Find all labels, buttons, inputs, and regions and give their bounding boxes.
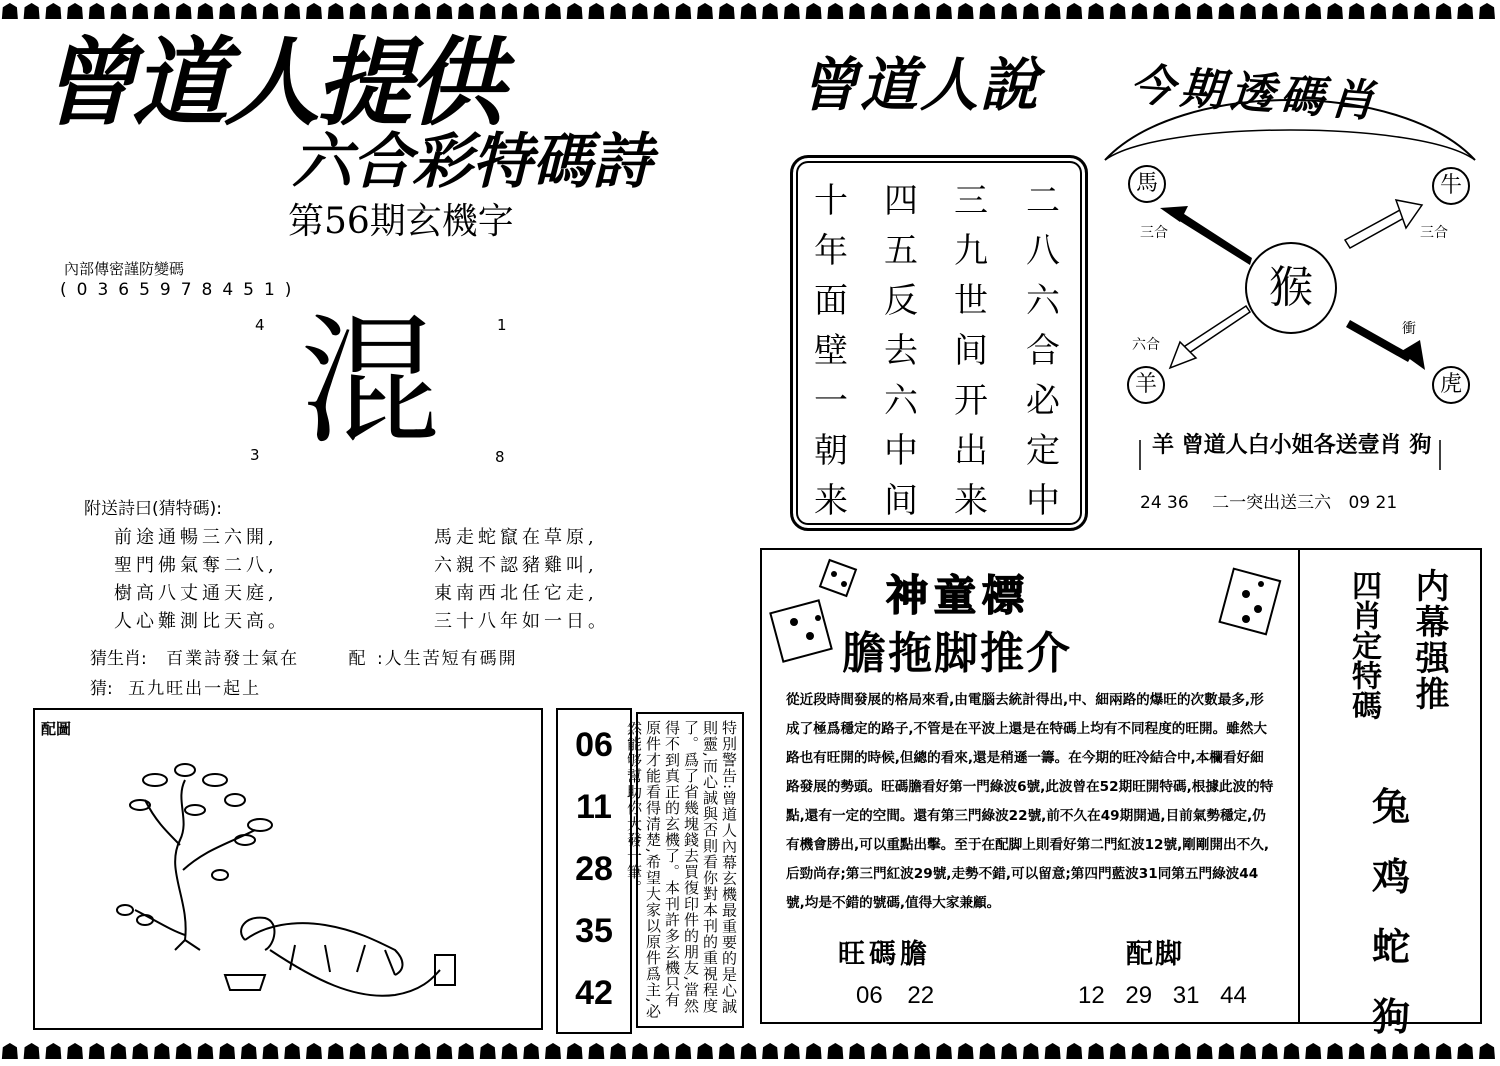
zodiac-horse: 馬 xyxy=(1128,165,1166,203)
says-char: 三 xyxy=(954,181,988,221)
says-char: 四 xyxy=(884,181,918,221)
says-char: 间 xyxy=(884,481,918,521)
says-char: 来 xyxy=(954,481,988,521)
picture-label: 配圖 xyxy=(41,720,72,738)
guess-label: 猜: xyxy=(90,679,113,699)
inside-subtitle: 四肖定特碼 xyxy=(1346,570,1381,720)
guess-zodiac-row xyxy=(90,644,518,669)
recommend-paragraph: 從近段時間發展的格局來看,由電腦去統計得出,中、細兩路的爆旺的次數最多,形成了極爲穩定的路子,不管是在平波上還是在特碼上均有不同程度的旺開。雖然大路也有旺開的時候,但總的看來,還是稍遜一籌。在今期的旺冷結合中,本欄看好細路發展的勢頭。旺碼膽看好第一門綠波6號,此波曾在52期旺開特碼,根據此波的特點,還有一定的空間。還有第三門綠波22號,前不久在49期開過,目前氣勢穩定,仍有機會勝出,可以重點出擊。至于在配脚上則看好第二門紅波12號,剛剛開出不久,后勁尚存;第三門紅波29號,走勢不錯,可以留意;第四門藍波31同第五門綠波44號,均是不錯的號碼,值得大家兼顧。 xyxy=(786,692,1274,911)
corner-number-tr: 1 xyxy=(497,316,507,334)
warning-text: 特別警告:曾道人內幕玄機最重要的是心誠則靈,而心誠與否則看你對本刊的重視程度了。爲了省幾塊錢去買復印件的朋友,當然得不到真正的玄機了。本刊許多玄機只有原件才能看得清楚,希望大家以原件爲主,必然能够幫助你大發一筆。 xyxy=(625,720,738,1020)
guess-zodiac-label: 猜生肖: xyxy=(90,649,147,669)
label-sanhe-left: 三合 xyxy=(1140,225,1168,241)
dice-icon xyxy=(1216,564,1286,644)
says-char: 世 xyxy=(954,281,988,321)
zodiac-title: 今期透碼肖 xyxy=(1128,59,1382,128)
says-char: 中 xyxy=(1026,481,1060,521)
poem-line: 六親不認豬雞叫, xyxy=(434,555,598,576)
zodiac-numbers-left: 24 36 xyxy=(1140,493,1189,513)
says-char: 定 xyxy=(1026,431,1060,471)
zodiac-number-row xyxy=(1140,488,1397,513)
says-char: 面 xyxy=(814,281,848,321)
pair-label: 配 xyxy=(348,649,366,669)
number-item: 06 xyxy=(575,726,613,764)
guess-row xyxy=(90,674,261,699)
zodiac-ox: 牛 xyxy=(1432,167,1470,205)
says-char: 开 xyxy=(954,381,988,421)
says-char: 九 xyxy=(954,231,988,271)
inside-title: 内幕强推 xyxy=(1409,568,1449,712)
says-poem-grid xyxy=(790,155,1088,531)
top-border: ☗☗☗☗☗☗☗☗☗☗☗☗☗☗☗☗☗☗☗☗☗☗☗☗☗☗☗☗☗☗☗☗☗☗☗☗☗☗☗☗☗☗☗☗☗☗☗☗☗☗☗☗☗☗☗☗☗☗☗☗☗☗☗☗☗☗☗☗☗ xyxy=(0,0,1499,25)
says-char: 六 xyxy=(1026,281,1060,321)
mystery-character: 混 xyxy=(300,301,441,464)
says-title: 曾道人說 xyxy=(800,51,1041,119)
zodiac-bottom-line: 羊 曾道人白小姐各送壹肖 狗 xyxy=(1152,432,1432,458)
poem-right xyxy=(434,524,610,636)
zodiac-tiger: 虎 xyxy=(1432,366,1470,404)
says-char: 十 xyxy=(814,181,848,221)
says-column-4 xyxy=(801,176,861,526)
zodiac-numbers-right: 09 21 xyxy=(1348,493,1398,513)
recommend-title-main: 膽拖脚推介 xyxy=(842,628,1072,679)
inside-box xyxy=(1298,548,1482,1039)
says-char: 一 xyxy=(814,381,848,421)
warning-box xyxy=(625,712,744,1028)
number-item: 28 xyxy=(575,850,613,888)
poem-heading: 附送詩曰(猜特碼): xyxy=(84,499,222,519)
says-char: 间 xyxy=(954,331,988,371)
says-char: 五 xyxy=(884,231,918,271)
poem-line: 樹高八丈通天庭, xyxy=(114,583,278,604)
bottom-border: ☗☗☗☗☗☗☗☗☗☗☗☗☗☗☗☗☗☗☗☗☗☗☗☗☗☗☗☗☗☗☗☗☗☗☗☗☗☗☗☗☗☗☗☗☗☗☗☗☗☗☗☗☗☗☗☗☗☗☗☗☗☗☗☗☗☗☗☗☗ xyxy=(0,1040,1499,1065)
poem-line: 馬走蛇竄在草原, xyxy=(434,527,598,548)
says-char: 八 xyxy=(1026,231,1060,271)
corner-number-bl: 3 xyxy=(250,446,260,464)
zodiac-sheep: 羊 xyxy=(1127,366,1165,404)
says-char: 壁 xyxy=(814,331,848,371)
secret-code: (0365978451) xyxy=(60,280,302,300)
banker-label: 旺碼膽 xyxy=(838,939,931,970)
center-zodiac-monkey: 猴 xyxy=(1245,242,1337,334)
says-char: 来 xyxy=(814,481,848,521)
poem-line: 人心難測比天高。 xyxy=(114,611,290,632)
corner-number-br: 8 xyxy=(495,448,505,466)
number-column xyxy=(556,708,632,1034)
says-column-1 xyxy=(1013,176,1073,526)
banker-numbers: 06 22 xyxy=(856,982,935,1009)
says-char: 中 xyxy=(884,431,918,471)
zodiac-numbers-mid: 二一突出送三六 xyxy=(1212,493,1332,513)
says-column-3 xyxy=(871,176,931,526)
secret-line-1: 內部傳密謹防變碼 xyxy=(64,260,185,278)
recommend-box xyxy=(760,548,1300,1024)
label-sanhe-right: 三合 xyxy=(1420,225,1448,241)
inside-animal: 狗 xyxy=(1372,994,1411,1039)
says-char: 必 xyxy=(1026,381,1060,421)
says-char: 出 xyxy=(954,431,988,471)
guess-zodiac-text: 百業詩發士氣在 xyxy=(166,649,300,669)
guess-text: 五九旺出一起上 xyxy=(128,679,262,699)
tree-dog-illustration xyxy=(95,750,455,1010)
says-char: 反 xyxy=(884,281,918,321)
poem-left xyxy=(114,524,290,636)
says-char: 合 xyxy=(1026,331,1060,371)
says-char: 年 xyxy=(814,231,848,271)
picture-box xyxy=(33,708,543,1030)
says-column-2 xyxy=(941,176,1001,526)
poem-line: 前途通暢三六開, xyxy=(114,527,278,548)
poem-line: 聖門佛氣奪二八, xyxy=(114,555,278,576)
main-title: 曾道人提供 xyxy=(40,27,500,139)
main-subtitle: 六合彩特碼詩 xyxy=(292,127,652,197)
leg-label: 配脚 xyxy=(1126,939,1184,970)
says-char: 六 xyxy=(884,381,918,421)
leg-numbers: 12 29 31 44 xyxy=(1078,982,1247,1009)
recommend-title-top: 神童標 xyxy=(886,571,1031,620)
poem-line: 東南西北任它走, xyxy=(434,583,598,604)
says-char: 去 xyxy=(884,331,918,371)
inside-animal-list xyxy=(1372,772,1410,1052)
inside-animal: 兔 xyxy=(1372,784,1411,829)
issue-label: 第56期玄機字 xyxy=(288,201,514,242)
says-char: 朝 xyxy=(814,431,848,471)
pair-text: :人生苦短有碼開 xyxy=(376,649,518,669)
inside-animal: 鸡 xyxy=(1372,854,1411,899)
poem-line: 三十八年如一日。 xyxy=(434,611,610,632)
number-item: 42 xyxy=(575,974,613,1012)
inside-animal: 蛇 xyxy=(1372,924,1411,969)
says-char: 二 xyxy=(1026,181,1060,221)
label-chong: 衝 xyxy=(1402,321,1416,337)
label-liuhe: 六合 xyxy=(1132,337,1160,353)
corner-number-tl: 4 xyxy=(255,316,265,334)
number-item: 35 xyxy=(575,912,613,950)
number-item: 11 xyxy=(576,788,612,826)
